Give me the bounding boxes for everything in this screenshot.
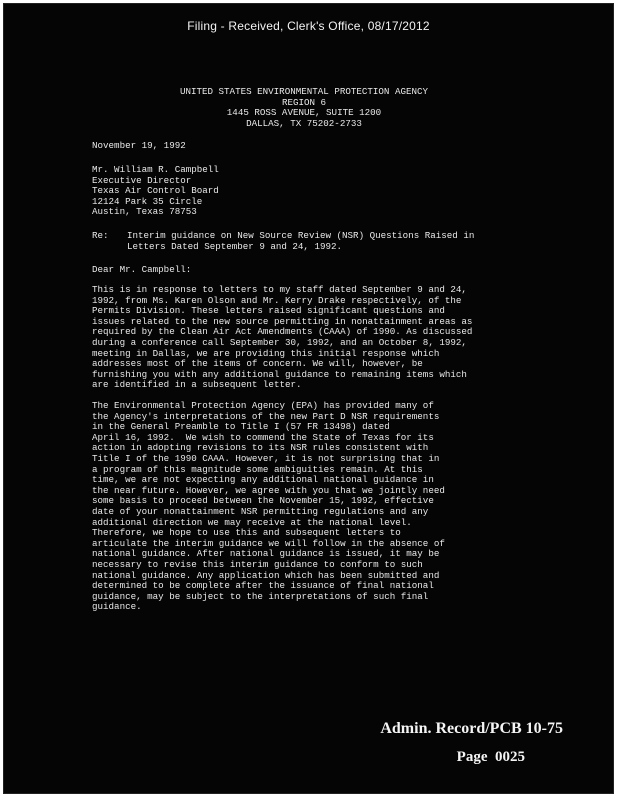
salutation: Dear Mr. Campbell:	[92, 264, 192, 275]
paragraph-line: date of your nonattainment NSR permitting regulations and any	[92, 505, 429, 517]
letter-date: November 19, 1992	[92, 140, 186, 151]
paragraph-line: guidance.	[92, 601, 142, 613]
subject-text-line: Interim guidance on New Source Review (NSR) Questions Raised in	[127, 230, 475, 241]
paragraph-line: necessary to revise this interim guidance to conform to such	[92, 558, 423, 570]
recipient-name: Mr. William R. Campbell	[92, 164, 219, 175]
paragraph-line: addresses most of the items of concern. We will, however, be	[92, 358, 423, 370]
subject-label: Re:	[92, 230, 109, 241]
recipient-street: 12124 Park 35 Circle	[92, 195, 203, 207]
paragraph-line: guidance, may be subject to the interpretations of such final	[92, 590, 429, 602]
paragraph-line: furnishing you with any additional guidance to remaining items which	[92, 368, 467, 380]
admin-record-stamp: Admin. Record/PCB 10-75	[380, 720, 563, 737]
paragraph-line: 1992, from Ms. Karen Olson and Mr. Kerry Drake respectively, of the	[92, 294, 462, 306]
paragraph-line: Title I of the 1990 CAAA. However, it is not surprising that in	[92, 452, 440, 464]
paragraph-line: determined to be complete after the issuance of final national	[92, 580, 434, 592]
paragraph-line: required by the Clean Air Act Amendments (CAAA) of 1990. As discussed	[92, 326, 473, 338]
agency-street: 1445 ROSS AVENUE, SUITE 1200	[226, 107, 382, 119]
paragraph-line: The Environmental Protection Agency (EPA) has provided many of	[92, 400, 434, 411]
paragraph-line: national guidance. After national guidance is issued, it may be	[92, 548, 440, 560]
paragraph-line: meeting in Dallas, we are providing this initial response which	[92, 347, 440, 359]
paragraph-line: during a conference call September 30, 1992, and an October 8, 1992,	[92, 336, 467, 348]
paragraph-line: time, we are not expecting any additional national guidance in	[92, 474, 434, 486]
recipient-organization: Texas Air Control Board	[92, 185, 219, 197]
paragraph-line: issues related to the new source permitting in nonattainment areas as	[92, 315, 473, 327]
paragraph-line: articulate the interim guidance we will follow in the absence of	[92, 537, 445, 549]
paragraph-line: in the General Preamble to Title I (57 FR 13498) dated	[92, 421, 390, 433]
recipient-address	[92, 165, 219, 218]
subject-text	[127, 231, 474, 252]
paragraph-line: action in adopting revisions to its NSR rules consistent with	[92, 442, 429, 454]
page-number-stamp: Page 0025	[456, 749, 525, 765]
agency-region: REGION 6	[281, 96, 327, 108]
paragraph-line: some basis to proceed between the November 15, 1992, effective	[92, 495, 434, 507]
paragraph-line: the Agency's interpretations of the new Part D NSR requirements	[92, 410, 440, 422]
paragraph-line: are identified in a subsequent letter.	[92, 379, 302, 391]
recipient-title: Executive Director	[92, 174, 192, 186]
body-paragraph-2	[92, 401, 522, 613]
body-paragraph-1	[92, 285, 522, 391]
agency-city: DALLAS, TX 75202-2733	[246, 117, 362, 129]
paragraph-line: a program of this magnitude some ambiguities remain. At this	[92, 463, 423, 475]
recipient-city: Austin, Texas 78753	[92, 206, 197, 218]
paragraph-line: This is in response to letters to my staff dated September 9 and 24,	[92, 284, 467, 295]
paragraph-line: national guidance. Any application which has been submitted and	[92, 569, 440, 581]
document-page	[3, 3, 614, 794]
filing-header: Filing - Received, Clerk's Office, 08/17/2012	[187, 19, 430, 33]
paragraph-line: Permits Division. These letters raised significant questions and	[92, 305, 445, 317]
paragraph-line: Therefore, we hope to use this and subsequent letters to	[92, 527, 401, 539]
agency-name: UNITED STATES ENVIRONMENTAL PROTECTION AGENCY	[179, 86, 429, 97]
paragraph-line: April 16, 1992. We wish to commend the State of Texas for its	[92, 431, 434, 443]
subject-text-line: Letters Dated September 9 and 24, 1992.	[127, 240, 343, 252]
agency-letterhead	[104, 87, 504, 129]
paragraph-line: additional direction we may receive at the national level.	[92, 516, 412, 528]
paragraph-line: the near future. However, we agree with you that we jointly need	[92, 484, 445, 496]
